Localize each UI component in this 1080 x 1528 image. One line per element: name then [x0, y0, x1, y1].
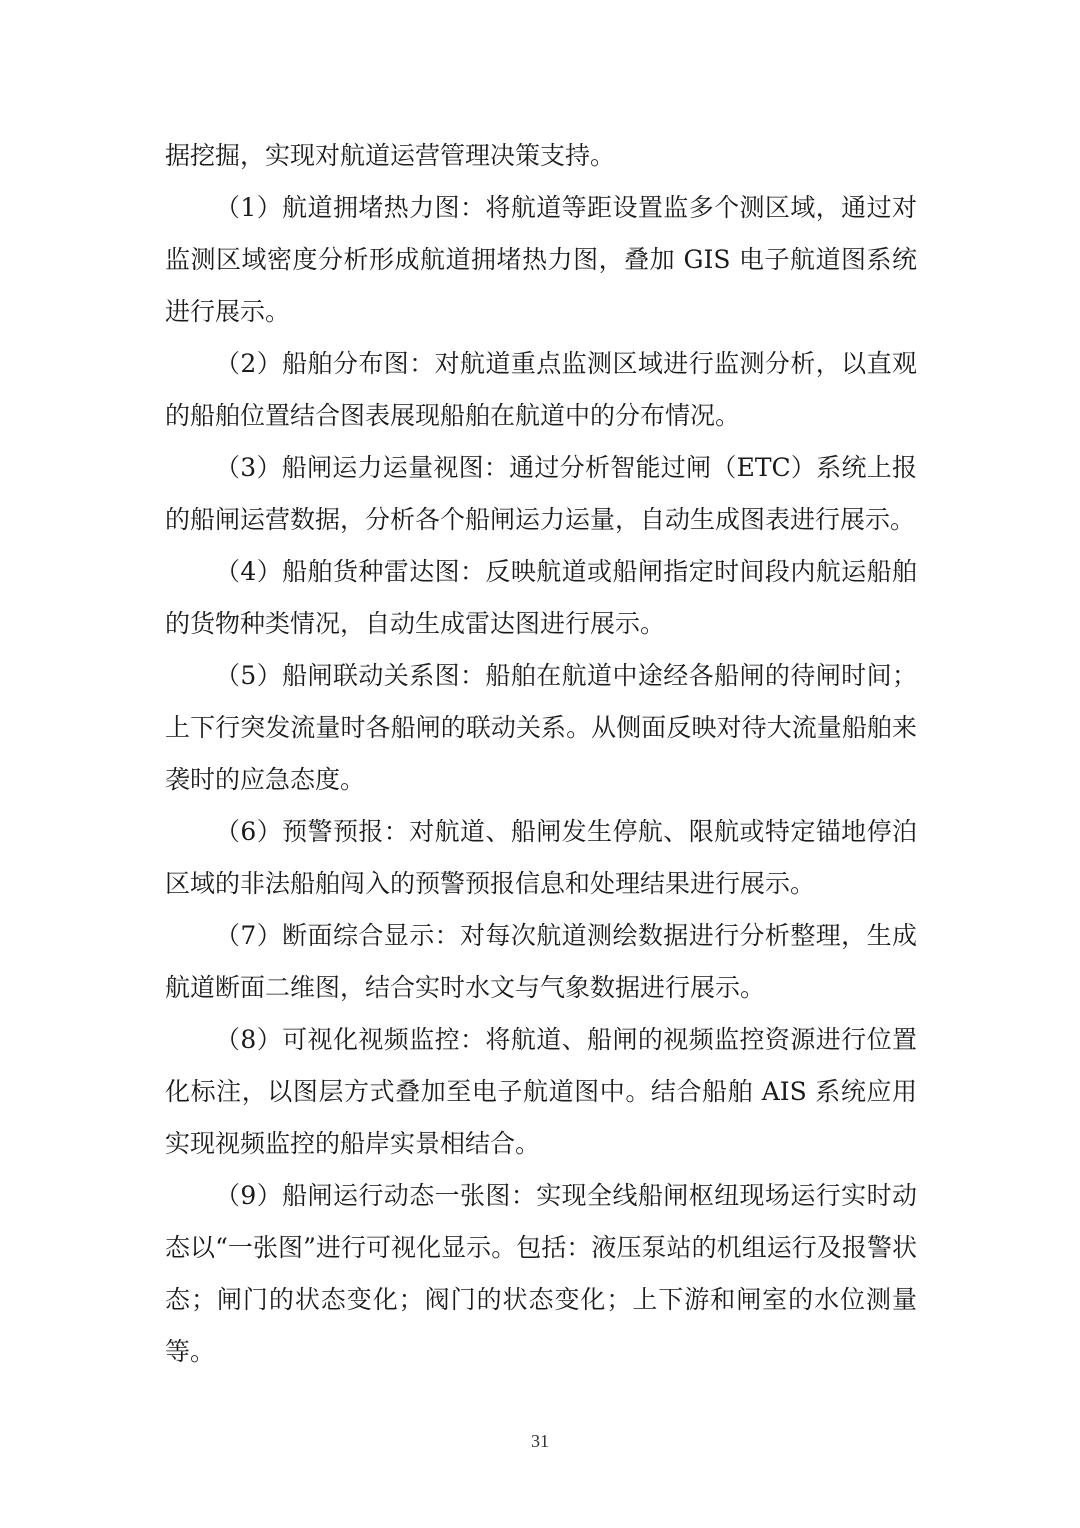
paragraph-lock-capacity: （3）船闸运力运量视图：通过分析智能过闸（ETC）系统上报的船闸运营数据，分析各个船闸运力运量，自动生成图表进行展示。 [165, 453, 917, 534]
paragraph-lock-dynamics: （9）船闸运行动态一张图：实现全线船闸枢纽现场运行实时动态以“一张图”进行可视化显示。包括：液压泵站的机组运行及报警状态；闸门的状态变化；阀门的状态变化；上下游和闸室的水位测量等。 [165, 1181, 917, 1366]
paragraph-heatmap: （1）航道拥堵热力图：将航道等距设置监多个测区域，通过对监测区域密度分析形成航道拥堵热力图，叠加 GIS 电子航道图系统进行展示。 [165, 193, 917, 326]
paragraph-ship-distribution: （2）船舶分布图：对航道重点监测区域进行监测分析，以直观的船舶位置结合图表展现船舶在航道中的分布情况。 [165, 349, 917, 430]
paragraph-video-monitoring: （8）可视化视频监控：将航道、船闸的视频监控资源进行位置化标注，以图层方式叠加至电子航道图中。结合船舶 AIS 系统应用实现视频监控的船岸实景相结合。 [165, 1025, 917, 1158]
paragraph-cargo-radar: （4）船舶货种雷达图：反映航道或船闸指定时间段内航运船舶的货物种类情况，自动生成雷达图进行展示。 [165, 557, 917, 638]
paragraph-section-display: （7）断面综合显示：对每次航道测绘数据进行分析整理，生成航道断面二维图，结合实时水文与气象数据进行展示。 [165, 921, 917, 1002]
page-number: 31 [531, 1431, 549, 1451]
paragraph-lock-linkage: （5）船闸联动关系图：船舶在航道中途经各船闸的待闸时间；上下行突发流量时各船闸的联动关系。从侧面反映对待大流量船舶来袭时的应急态度。 [165, 661, 917, 794]
paragraph-early-warning: （6）预警预报：对航道、船闸发生停航、限航或特定锚地停泊区域的非法船舶闯入的预警预报信息和处理结果进行展示。 [165, 817, 917, 898]
body-text [165, 130, 917, 1378]
paragraph-continuation: 据挖掘，实现对航道运营管理决策支持。 [165, 141, 616, 170]
